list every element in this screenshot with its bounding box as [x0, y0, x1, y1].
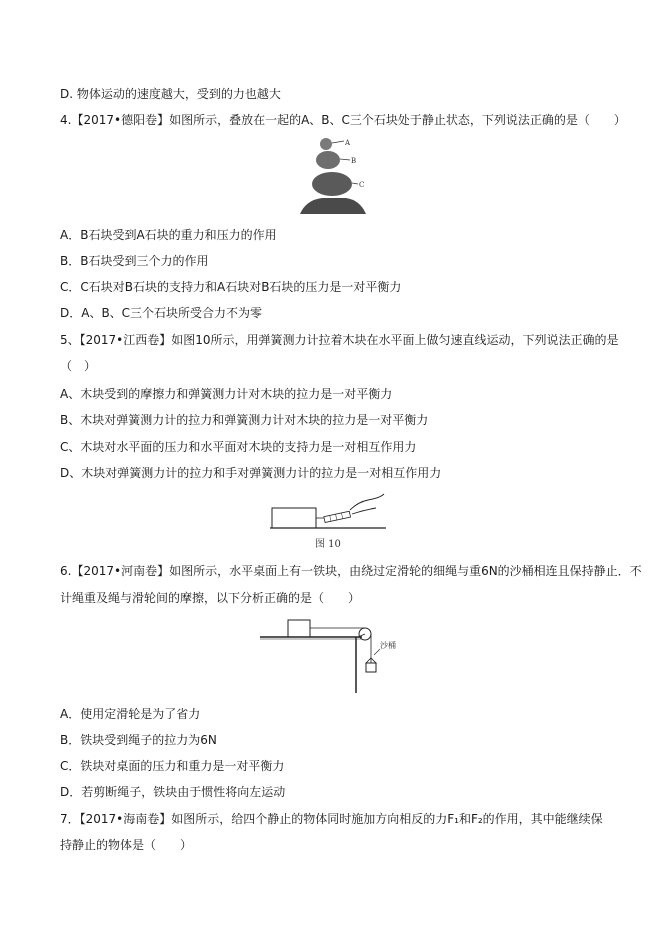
- q4-stem: 4.【2017•德阳卷】如图所示，叠放在一起的A、B、C三个石块处于静止状态，下列说法正确的是（ ）: [60, 113, 626, 127]
- q6-option-a: A．使用定滑轮是为了省力: [60, 707, 201, 721]
- q3-option-d: D. 物体运动的速度越大，受到的力也越大: [60, 87, 281, 101]
- q6-option-c: C．铁块对桌面的压力和重力是一对平衡力: [60, 759, 285, 773]
- sand-bucket-label: 沙桶: [380, 641, 396, 650]
- pulley-figure: [260, 615, 402, 695]
- q7-stem-cont: 持静止的物体是（ ）: [60, 838, 193, 852]
- q5-option-d: D、木块对弹簧测力计的拉力和手对弹簧测力计的拉力是一对相互作用力: [60, 466, 442, 480]
- q4-option-c: C．C石块对B石块的支持力和A石块对B石块的压力是一对平衡力: [60, 280, 402, 294]
- q6-stem-cont: 计绳重及绳与滑轮间的摩擦，以下分析正确的是（ ）: [60, 591, 361, 605]
- q5-option-b: B、木块对弹簧测力计的拉力和弹簧测力计对木块的拉力是一对平衡力: [60, 413, 429, 427]
- q5-stem: 5、【2017•江西卷】如图10所示，用弹簧测力计拉着木块在水平面上做匀速直线运动，下列说法正确的是: [60, 333, 619, 347]
- q6-option-d: D．若剪断绳子，铁块由于惯性将向左运动: [60, 785, 286, 799]
- label-c: C: [359, 181, 365, 189]
- q5-stem-cont: （ ）: [60, 359, 97, 373]
- stacked-stones-figure: [298, 136, 368, 216]
- q6-option-b: B．铁块受到绳子的拉力为6N: [60, 733, 217, 747]
- q4-option-a: A．B石块受到A石块的重力和压力的作用: [60, 228, 277, 242]
- figure-10-caption: 图 10: [315, 539, 341, 550]
- label-a: A: [345, 139, 351, 147]
- q4-option-b: B．B石块受到三个力的作用: [60, 254, 209, 268]
- spring-scale-figure: [268, 490, 388, 552]
- q4-option-d: D．A、B、C三个石块所受合力不为零: [60, 306, 263, 320]
- q7-stem: 7．【2017•海南卷】如图所示，给四个静止的物体同时施加方向相反的力F₁和F₂的作用，其中能继续保: [60, 812, 603, 826]
- q6-stem: 6.【2017•河南卷】如图所示，水平桌面上有一铁块，由绕过定滑轮的细绳与重6N的沙桶相连且保持静止．不: [60, 564, 642, 578]
- q5-option-c: C、木块对水平面的压力和水平面对木块的支持力是一对相互作用力: [60, 440, 417, 454]
- label-b: B: [351, 157, 357, 165]
- q5-option-a: A、木块受到的摩擦力和弹簧测力计对木块的拉力是一对平衡力: [60, 387, 393, 401]
